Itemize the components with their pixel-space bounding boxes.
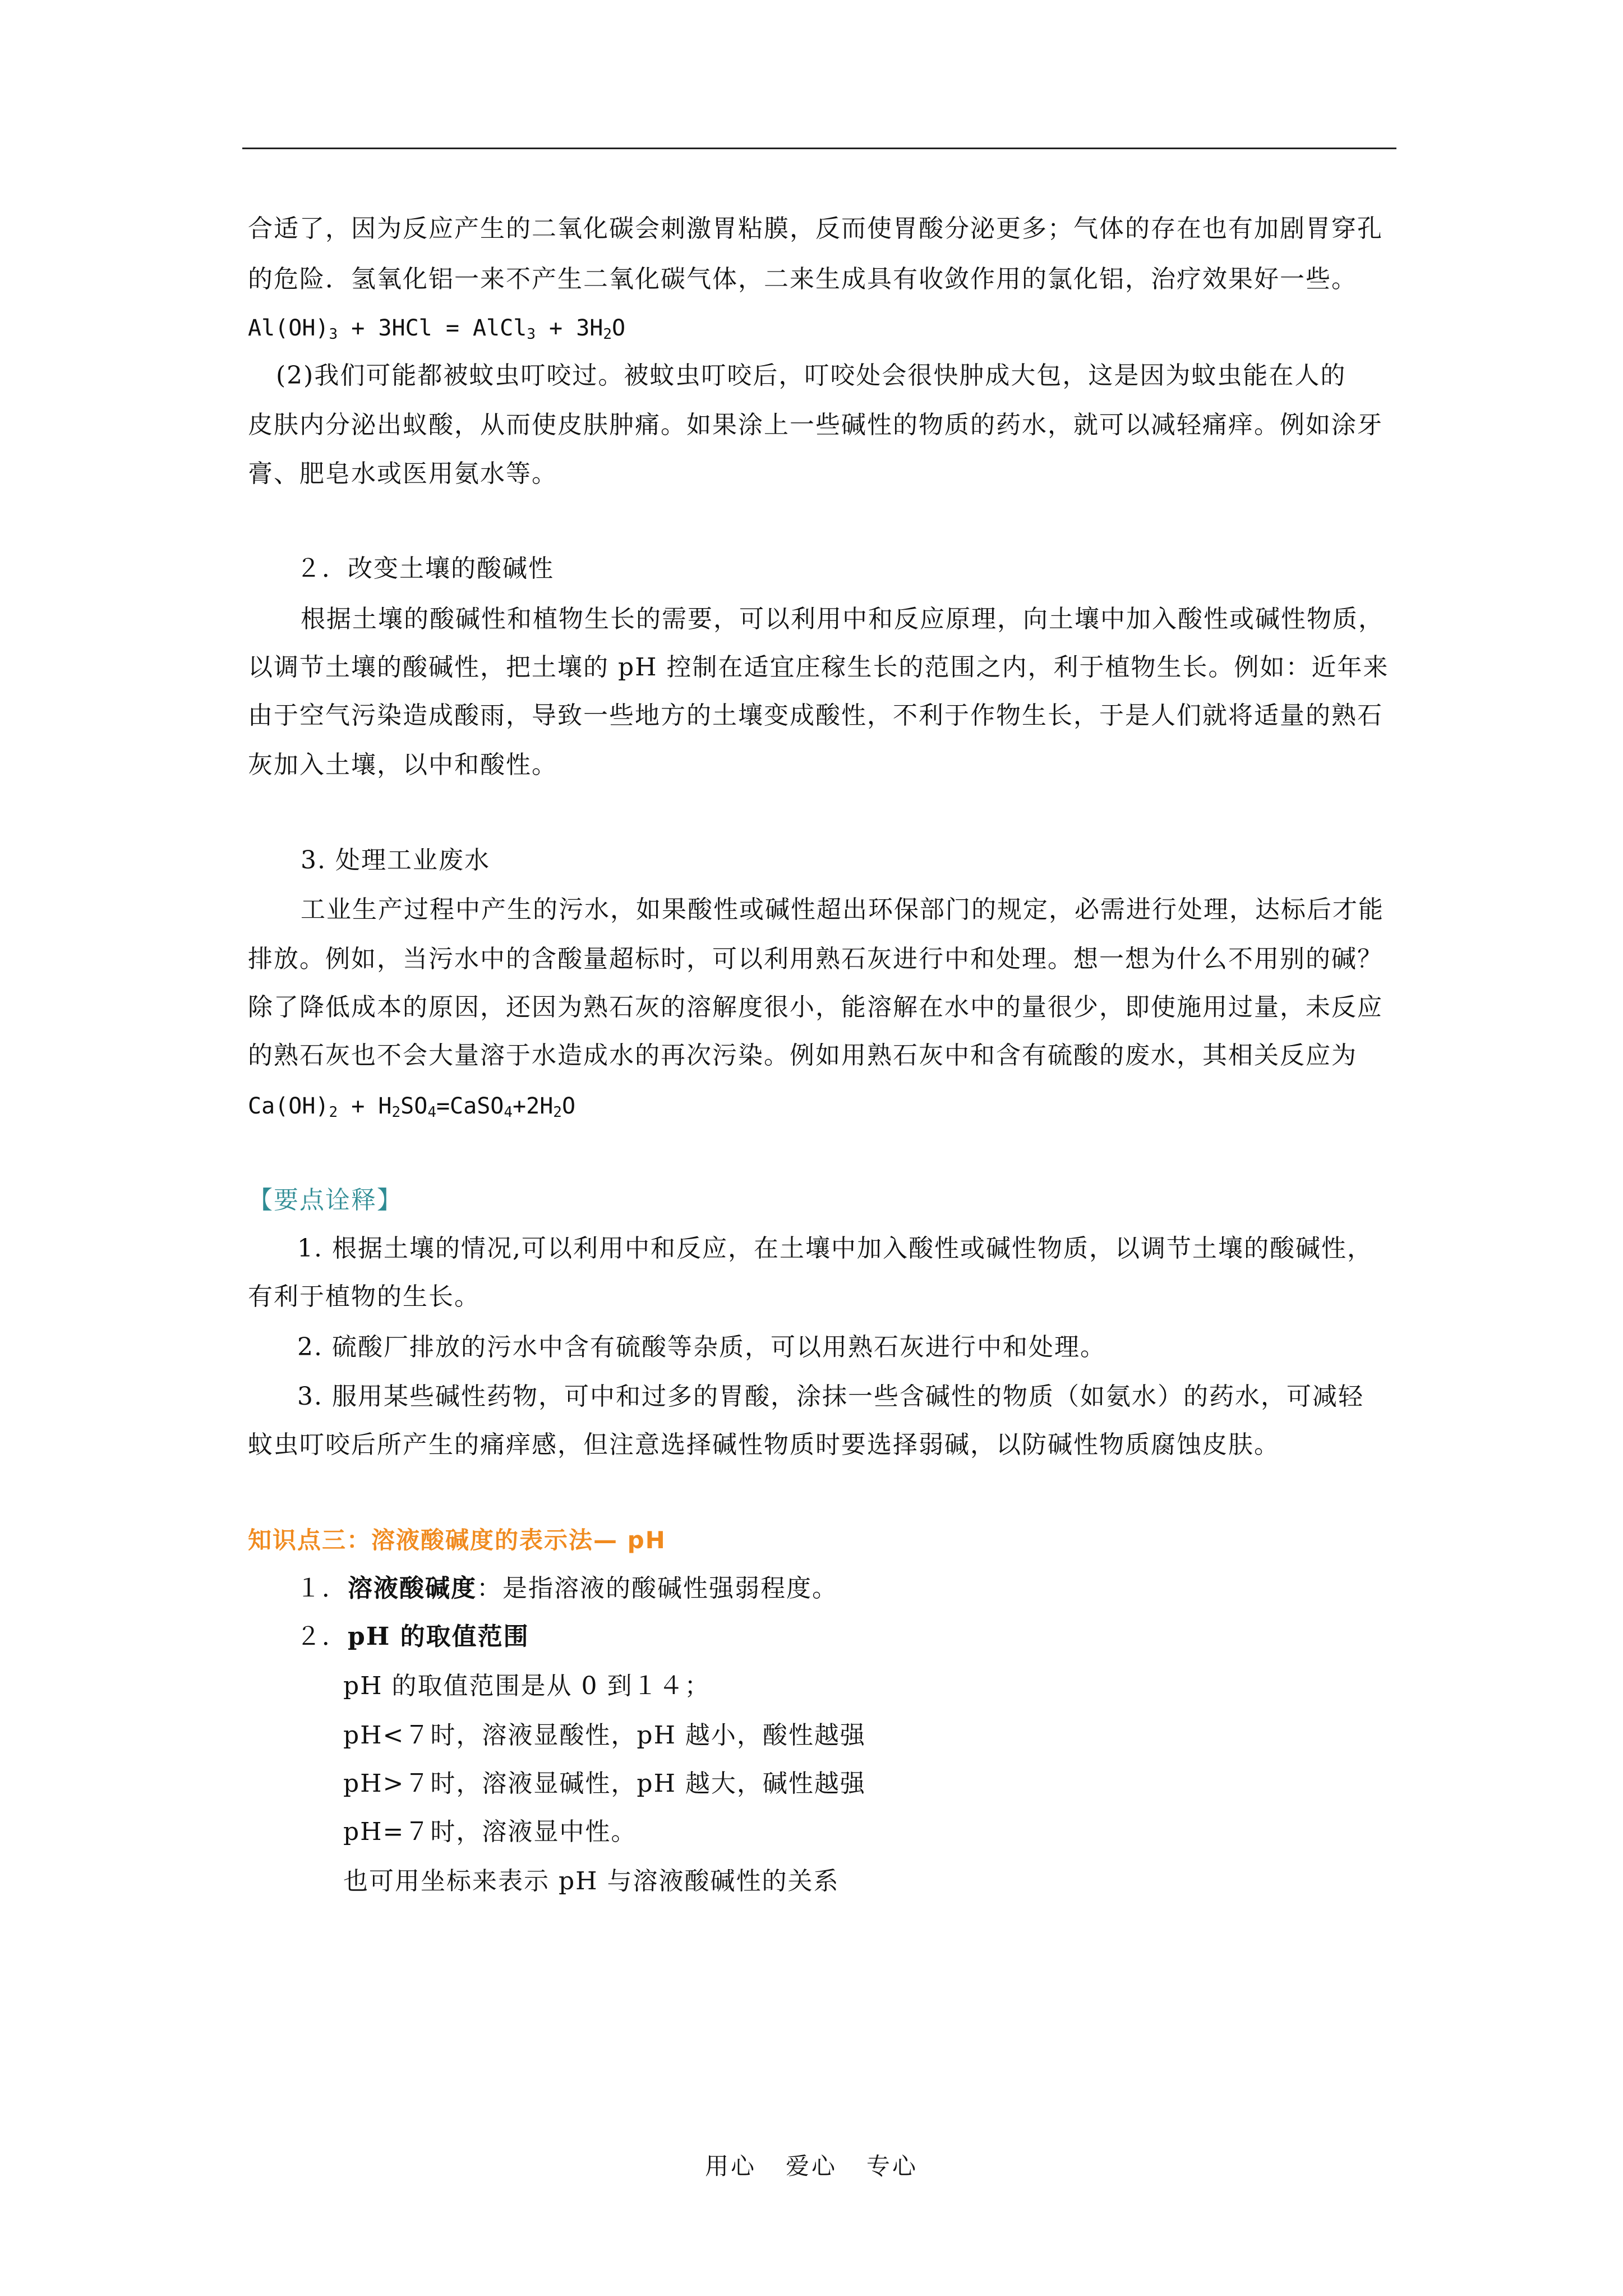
paragraph-line: 除了降低成本的原因，还因为熟石灰的溶解度很小，能溶解在水中的量很少，即使施用过量，未反应 [248, 993, 1383, 1022]
paragraph-line: (2)我们可能都被蚊虫叮咬过。被蚊虫叮咬后，叮咬处会很快肿成大包，这是因为蚊虫能在人的 [276, 361, 1347, 390]
section-heading: 3. 处理工业废水 [301, 846, 490, 875]
numbered-item [296, 1572, 838, 1605]
key-points-title: 【要点诠释】 [248, 1186, 403, 1214]
header-divider [242, 148, 1396, 149]
item-number: １． [296, 1574, 348, 1603]
paragraph-line: 膏、肥皂水或医用氨水等。 [248, 459, 557, 488]
ph-basic-text: pH>７时，溶液显碱性，pH 越大，碱性越强 [343, 1769, 866, 1798]
paragraph-line: 由于空气污染造成酸雨，导致一些地方的土壤变成酸性，不利于作物生长，于是人们就将适量的熟石 [248, 701, 1383, 730]
list-item-continuation: 有利于植物的生长。 [248, 1282, 480, 1311]
item-term: pH 的取值范围 [348, 1622, 529, 1651]
item-text: ：是指溶液的酸碱性强弱程度。 [477, 1574, 838, 1603]
list-item-continuation: 蚊虫叮咬后所产生的痛痒感，但注意选择碱性物质时要选择弱碱，以防碱性物质腐蚀皮肤。 [248, 1430, 1280, 1459]
knowledge-point-title: 知识点三：溶液酸碱度的表示法— pH [248, 1526, 666, 1554]
paragraph-line: 排放。例如，当污水中的含酸量超标时，可以利用熟石灰进行中和处理。想一想为什么不用别的碱？ [248, 945, 1383, 973]
ph-neutral-text: pH=７时，溶液显中性。 [343, 1818, 637, 1846]
ph-coordinate-text: 也可用坐标来表示 pH 与溶液酸碱性的关系 [343, 1867, 840, 1895]
chemical-equation: $Ca(OH)_2$ + $H_2SO_4=CaSO_4+2H_2O$ [248, 1093, 576, 1121]
page-footer: 用心 爱心 专心 [704, 2152, 919, 2180]
paragraph-line: 以调节土壤的酸碱性，把土壤的 pH 控制在适宜庄稼生长的范围之内，利于植物生长。例如：近年来 [248, 653, 1389, 682]
chemical-equation: $Al(OH)_3 + 3HCl$ = AlCl$_3$ + $3H_2O$ [248, 315, 626, 343]
paragraph-line: 根据土壤的酸碱性和植物生长的需要，可以利用中和反应原理，向土壤中加入酸性或碱性物质， [301, 605, 1384, 633]
list-item: 1. 根据土壤的情况,可以利用中和反应，在土壤中加入酸性或碱性物质，以调节土壤的酸碱性， [297, 1234, 1373, 1263]
ph-acidic-text: pH<７时，溶液显酸性，pH 越小，酸性越强 [343, 1721, 866, 1750]
numbered-item [296, 1620, 529, 1654]
section-heading: ２．改变土壤的酸碱性 [296, 554, 554, 583]
paragraph-line: 工业生产过程中产生的污水，如果酸性或碱性超出环保部门的规定，必需进行处理，达标后才能 [301, 895, 1384, 924]
paragraph-line: 灰加入土壤，以中和酸性。 [248, 751, 557, 779]
paragraph-line: 的熟石灰也不会大量溶于水造成水的再次污染。例如用熟石灰中和含有硫酸的废水，其相关反应为 [248, 1041, 1357, 1070]
list-item: 3. 服用某些碱性药物，可中和过多的胃酸，涂抹一些含碱性的物质（如氨水）的药水，可减轻 [297, 1382, 1364, 1411]
paragraph-line: 的危险．氢氧化铝一来不产生二氧化碳气体，二来生成具有收敛作用的氯化铝，治疗效果好一些。 [248, 265, 1357, 293]
item-term: 溶液酸碱度 [348, 1574, 477, 1603]
paragraph-line: 合适了，因为反应产生的二氧化碳会刺激胃粘膜，反而使胃酸分泌更多；气体的存在也有加剧胃穿孔 [248, 214, 1383, 243]
list-item: 2. 硫酸厂排放的污水中含有硫酸等杂质，可以用熟石灰进行中和处理。 [297, 1333, 1106, 1361]
paragraph-line: 皮肤内分泌出蚁酸，从而使皮肤肿痛。如果涂上一些碱性的物质的药水，就可以减轻痛痒。例如涂牙 [248, 411, 1383, 439]
item-number: ２． [296, 1622, 348, 1651]
ph-range-text: pH 的取值范围是从 0 到１４； [343, 1672, 711, 1700]
